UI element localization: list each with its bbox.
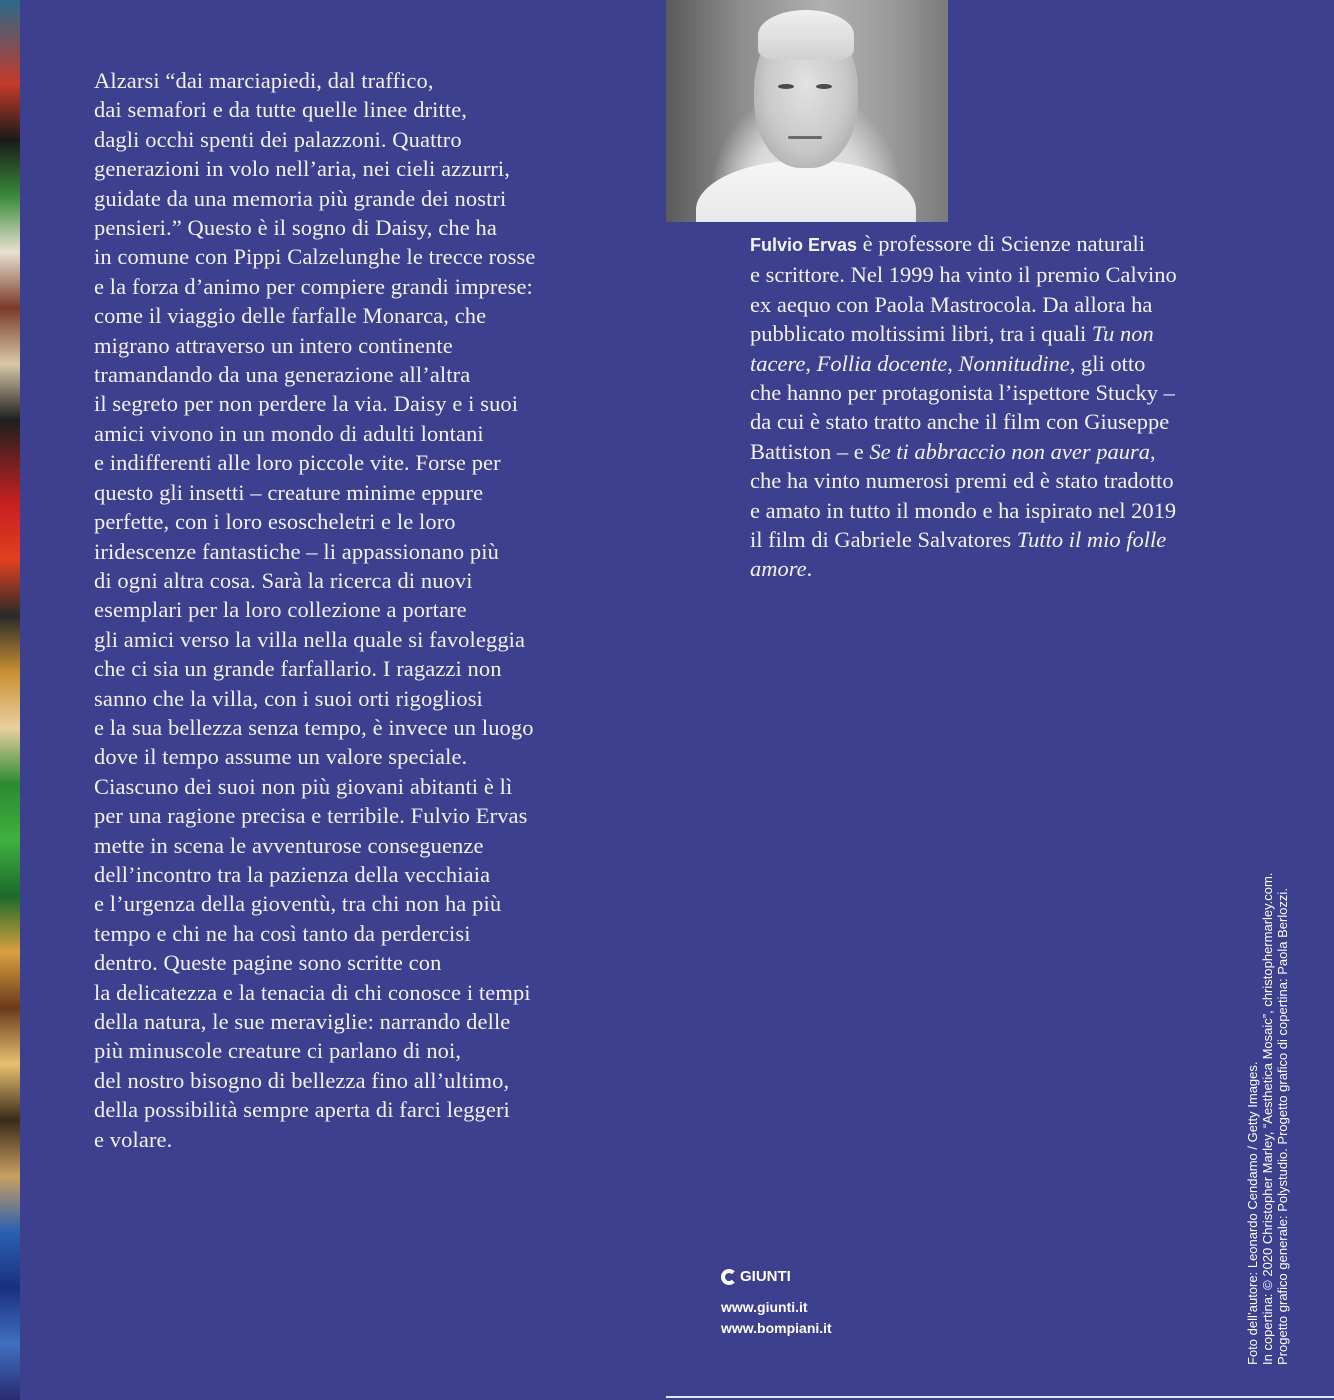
blurb-line: tramandando da una generazione all’altra: [94, 362, 471, 388]
blurb-line: iridescenze fantastiche – li appassionano più: [94, 538, 499, 564]
book-title: Se ti abbraccio non aver paura: [869, 438, 1150, 464]
blurb-line: dove il tempo assume un valore speciale.: [94, 744, 468, 770]
blurb-line: che ci sia un grande farfallario. I ragazzi non: [94, 656, 502, 682]
book-title: Tu non: [1091, 321, 1154, 347]
bio-line: e scrittore. Nel 1999 ha vinto il premio Calvino: [750, 262, 1177, 288]
author-bio: [750, 229, 1270, 584]
blurb-line: e volare.: [94, 1126, 173, 1152]
bio-line: da cui è stato tratto anche il film con Giuseppe: [750, 409, 1170, 435]
blurb-line: e indifferenti alle loro piccole vite. Forse per: [94, 450, 501, 476]
blurb-line: di ogni altra cosa. Sarà la ricerca di nuovi: [94, 567, 473, 593]
bio-text: ,: [1149, 438, 1156, 464]
bio-line: [750, 349, 1270, 378]
credit-line: Progetto grafico generale: Polystudio. Progetto grafico di copertina: Paola Berlozzi.: [1275, 888, 1290, 1365]
blurb-line: come il viaggio delle farfalle Monarca, che: [94, 303, 487, 329]
blurb-line: Ciascuno dei suoi non più giovani abitanti è lì: [94, 773, 513, 799]
blurb-line: del nostro bisogno di bellezza fino all’ultimo,: [94, 1067, 510, 1093]
blurb-line: Alzarsi “dai marciapiedi, dal traffico,: [94, 68, 434, 93]
url-bompiani[interactable]: www.bompiani.it: [721, 1320, 832, 1336]
blurb-line: e la sua bellezza senza tempo, è invece un luogo: [94, 714, 534, 740]
blurb-line: generazioni in volo nell’aria, nei cieli azzurri,: [94, 156, 510, 182]
bio-text: pubblicato moltissimi libri, tra i quali: [750, 321, 1092, 347]
bio-line: che hanno per protagonista l’ispettore Stucky –: [750, 380, 1175, 406]
blurb-line: questo gli insetti – creature minime eppure: [94, 479, 484, 505]
blurb-line: dell’incontro tra la pazienza della vecchiaia: [94, 861, 491, 887]
credit-line: Foto dell’autore: Leonardo Cendamo / Getty Images.: [1245, 1061, 1260, 1365]
url-giunti[interactable]: www.giunti.it: [721, 1299, 808, 1315]
blurb-line: la delicatezza e la tenacia di chi conosce i tempi: [94, 979, 531, 1005]
blurb-line: in comune con Pippi Calzelunghe le trecce rosse: [94, 244, 536, 270]
photo-shoulders: [696, 160, 916, 222]
bio-text: è professore di Scienze naturali: [857, 231, 1146, 256]
publisher-urls: [721, 1297, 832, 1339]
bio-line: [750, 319, 1270, 348]
blurb-line: dagli occhi spenti dei palazzoni. Quattro: [94, 126, 462, 152]
blurb-line: e la forza d’animo per compiere grandi imprese:: [94, 273, 533, 299]
blurb-line: amici vivono in un mondo di adulti lontani: [94, 420, 484, 446]
bio-text: ,: [947, 350, 959, 376]
bio-line: [750, 554, 1270, 583]
blurb-line: perfette, con i loro esoscheletri e le loro: [94, 509, 456, 535]
bio-text: il film di Gabriele Salvatores: [750, 527, 1017, 553]
bio-text: Battiston – e: [750, 438, 870, 464]
blurb-line: della possibilità sempre aperta di farci leggeri: [94, 1097, 510, 1123]
bio-line: che ha vinto numerosi premi ed è stato tradotto: [750, 468, 1174, 494]
cover-image-edge: [0, 0, 20, 1400]
credit-line: In copertina: © 2020 Christopher Marley, “Aesthetica Mosaic”, christophermarley.com.: [1260, 872, 1275, 1365]
bio-text: .: [806, 556, 813, 582]
blurb-line: sanno che la villa, con i suoi orti rigogliosi: [94, 685, 483, 711]
blurb-line: gli amici verso la villa nella quale si favoleggia: [94, 626, 526, 652]
book-title: tacere: [750, 350, 806, 376]
book-title: Follia docente: [816, 350, 948, 376]
author-photo: [666, 0, 948, 222]
blurb-line: pensieri.” Questo è il sogno di Daisy, che ha: [94, 215, 497, 241]
publisher-name: GIUNTI: [740, 1268, 791, 1285]
blurb-line: il segreto per non perdere la via. Daisy e i suoi: [94, 391, 519, 417]
bio-text: ,: [805, 350, 817, 376]
bio-line: [750, 229, 1270, 260]
blurb-line: più minuscole creature ci parlano di noi,: [94, 1038, 462, 1064]
giunti-logo: [721, 1268, 832, 1285]
blurb-line: della natura, le sue meraviglie: narrando delle: [94, 1009, 511, 1034]
image-credits: [1245, 873, 1290, 1365]
blurb-line: e l’urgenza della gioventù, tra chi non ha più: [94, 891, 502, 917]
blurb-line: tempo e chi ne ha così tanto da perdercisi: [94, 920, 471, 946]
film-title: Tutto il mio folle: [1016, 527, 1167, 553]
blurb-line: mette in scena le avventurose conseguenze: [94, 832, 484, 858]
book-blurb: [94, 66, 614, 1154]
film-title: amore: [750, 556, 807, 582]
bottom-divider: [666, 1396, 1334, 1398]
book-title: Nonnitudine: [958, 350, 1070, 376]
publisher-block: [721, 1268, 832, 1339]
blurb-line: guidate da una memoria più grande dei nostri: [94, 185, 507, 211]
photo-hair: [758, 10, 854, 60]
giunti-logo-icon: [721, 1269, 737, 1285]
blurb-line: migrano attraverso un intero continente: [94, 332, 453, 358]
bio-text: , gli otto: [1069, 350, 1146, 376]
bio-line: ex aequo con Paola Mastrocola. Da allora ha: [750, 291, 1153, 317]
photo-mouth: [788, 136, 822, 139]
blurb-line: dentro. Queste pagine sono scritte con: [94, 950, 442, 976]
photo-eye-right: [816, 84, 832, 89]
blurb-line: esemplari per la loro collezione a portare: [94, 597, 467, 623]
blurb-line: dai semafori e da tutte quelle linee dritte,: [94, 97, 468, 123]
author-name: Fulvio Ervas: [750, 235, 858, 255]
bio-line: e amato in tutto il mondo e ha ispirato nel 2019: [750, 497, 1177, 523]
blurb-line: per una ragione precisa e terribile. Fulvio Ervas: [94, 803, 528, 829]
bio-line: [750, 437, 1270, 466]
photo-eye-left: [778, 84, 794, 89]
bio-line: [750, 525, 1270, 554]
